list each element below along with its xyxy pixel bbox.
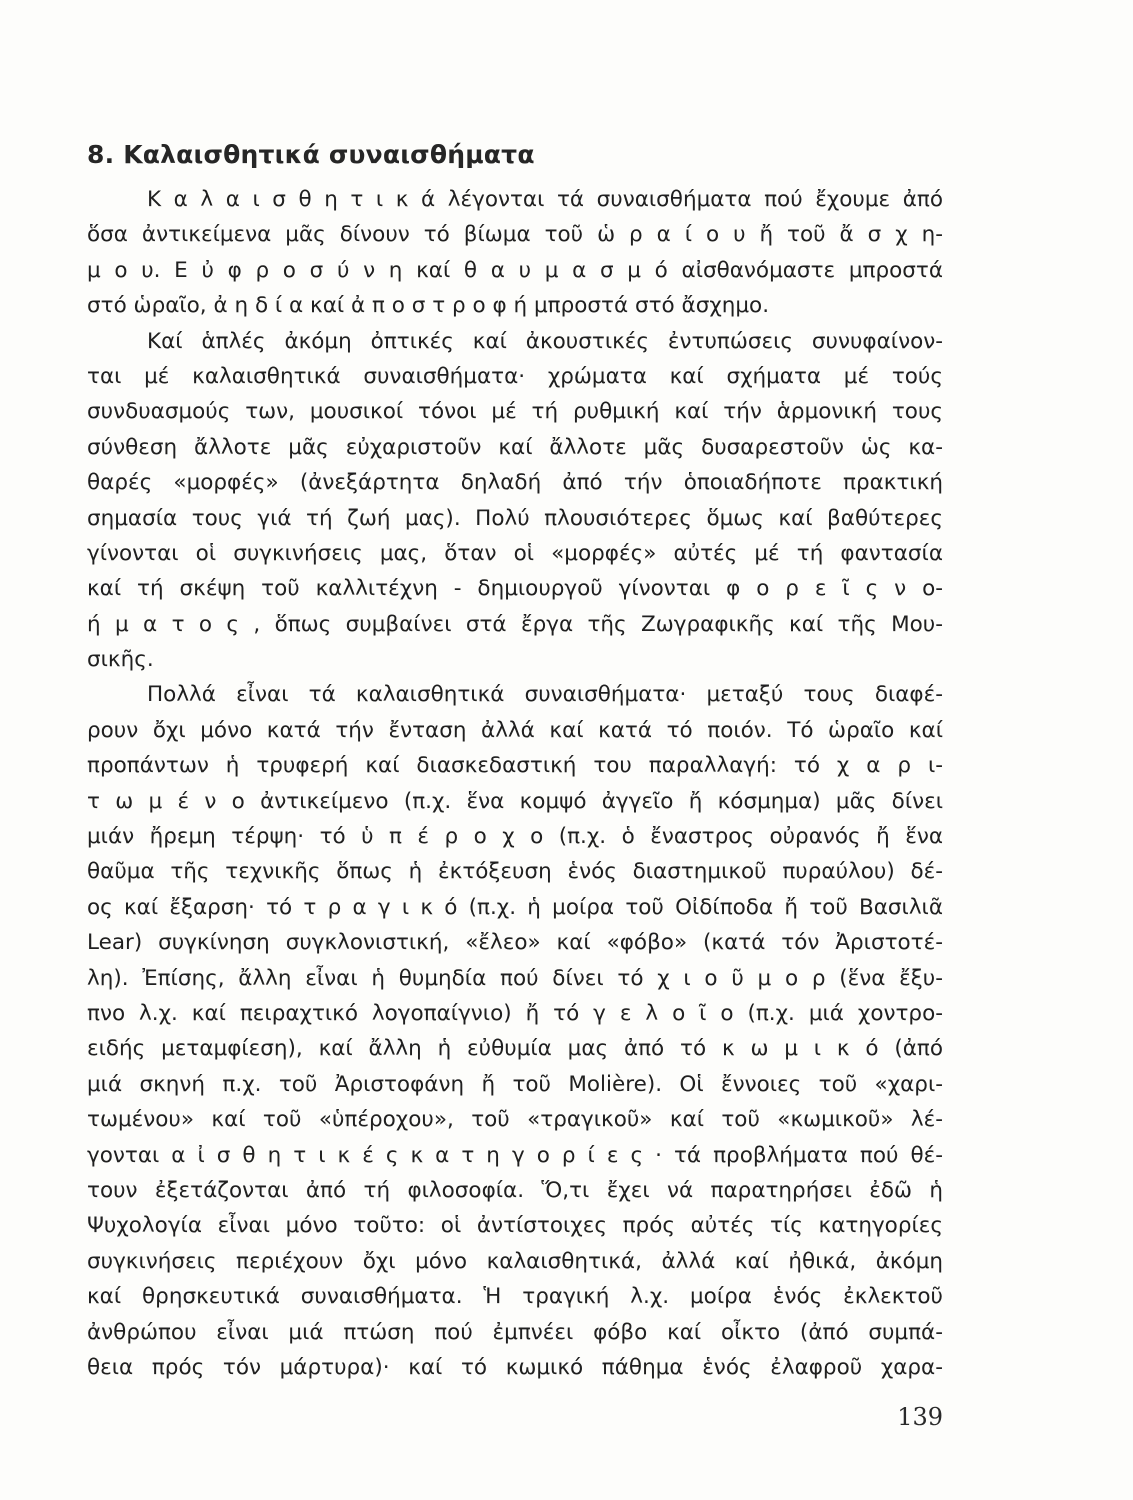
text-line: προπάντων ἡ τρυφερή καί διασκεδαστική του παραλλαγή: τό χ α ρ ι- [87,753,943,779]
text-line: τ ω μ έ ν ο ἀντικείμενο (π.χ. ἕνα κομψό ἀγγεῖο ἤ κόσμημα) μᾶς δίνει [87,788,943,814]
text-line: ται μέ καλαισθητικά συναισθήματα· χρώματα καί σχήματα μέ τούς [87,363,943,389]
text-line: καί θρησκευτικά συναισθήματα. Ἡ τραγική λ.χ. μοίρα ἑνός ἐκλεκτοῦ [87,1284,943,1310]
text-line: Κ α λ α ι σ θ η τ ι κ ά λέγονται τά συναισθήματα πού ἔχουμε ἀπό [147,187,943,212]
page-number: 139 [897,1403,943,1431]
text-line: γίνονται οἱ συγκινήσεις μας, ὅταν οἱ «μορφές» αὐτές μέ τή φαντασία [87,540,943,566]
text-line: ὅσα ἀντικείμενα μᾶς δίνουν τό βίωμα τοῦ ὡ ρ α ί ο υ ἤ τοῦ ἄ σ χ η- [87,222,943,248]
text-line: ή μ α τ ο ς , ὅπως συμβαίνει στά ἔργα τῆς Ζωγραφικῆς καί τῆς Μου- [87,611,943,637]
text-line: πνο λ.χ. καί πειραχτικό λογοπαίγνιο) ἤ τό γ ε λ ο ῖ ο (π.χ. μιά χοντρο- [87,1000,943,1026]
text-line: μιάν ἤρεμη τέρψη· τό ὑ π έ ρ ο χ ο (π.χ. ὁ ἔναστρος οὐρανός ἤ ἕνα [87,824,943,850]
text-line: θαρές «μορφές» (ἀνεξάρτητα δηλαδή ἀπό τήν ὁποιαδήποτε πρακτική [87,470,943,496]
text-line: σύνθεση ἄλλοτε μᾶς εὐχαριστοῦν καί ἄλλοτε μᾶς δυσαρεστοῦν ὡς κα- [87,434,943,460]
text-line: Πολλά εἶναι τά καλαισθητικά συναισθήματα· μεταξύ τους διαφέ- [147,682,943,708]
text-line: τωμένου» καί τοῦ «ὑπέροχου», τοῦ «τραγικοῦ» καί τοῦ «κωμικοῦ» λέ- [87,1107,943,1133]
text-line: λη). Ἐπίσης, ἄλλη εἶναι ἡ θυμηδία πού δίνει τό χ ι ο ῦ μ ο ρ (ἕνα ἔξυ- [87,965,943,991]
text-line: σημασία τους γιά τή ζωή μας). Πολύ πλουσιότερες ὅμως καί βαθύτερες [87,505,943,531]
text-line: Ψυχολογία εἶναι μόνο τοῦτο: οἱ ἀντίστοιχες πρός αὐτές τίς κατηγορίες [87,1213,943,1239]
text-line: ἀνθρώπου εἶναι μιά πτώση πού ἐμπνέει φόβο καί οἶκτο (ἀπό συμπά- [87,1319,943,1345]
text-line: καί τή σκέψη τοῦ καλλιτέχνη - δημιουργοῦ γίνονται φ ο ρ ε ῖ ς ν ο- [87,576,943,602]
text-line: ος καί ἔξαρση· τό τ ρ α γ ι κ ό (π.χ. ἡ μοίρα τοῦ Οἰδίποδα ἤ τοῦ Βασιλιᾶ [87,894,943,920]
text-line: ειδής μεταμφίεση), καί ἄλλη ἡ εὐθυμία μας ἀπό τό κ ω μ ι κ ό (ἀπό [87,1036,943,1062]
text-line: στό ὡραῖο, ἀ η δ ί α καί ἀ π ο σ τ ρ ο φ ή μπροστά στό ἄσχημο. [87,293,770,319]
text-line: συγκινήσεις περιέχουν ὄχι μόνο καλαισθητικά, ἀλλά καί ἠθικά, ἀκόμη [87,1248,943,1274]
text-line: συνδυασμούς των, μουσικοί τόνοι μέ τή ρυθμική καί τήν ἁρμονική τους [87,399,943,425]
text-line: θαῦμα τῆς τεχνικῆς ὅπως ἡ ἐκτόξευση ἑνός διαστημικοῦ πυραύλου) δέ- [87,859,943,885]
text-line: γονται α ἰ σ θ η τ ι κ έ ς κ α τ η γ ο ρ ί ε ς · τά προβλήματα πού θέ- [87,1142,943,1168]
body-text [87,182,943,1385]
text-line: Καί ἁπλές ἀκόμη ὀπτικές καί ἀκουστικές ἐντυπώσεις συνυφαίνον- [147,328,943,354]
text-line: θεια πρός τόν μάρτυρα)· καί τό κωμικό πάθημα ἑνός ἐλαφροῦ χαρα- [87,1354,943,1380]
text-line: ρουν ὄχι μόνο κατά τήν ἔνταση ἀλλά καί κατά τό ποιόν. Τό ὡραῖο καί [87,717,943,743]
text-line: μ ο υ. Ε ὐ φ ρ ο σ ύ ν η καί θ α υ μ α σ μ ό αἰσθανόμαστε μπροστά [87,257,943,283]
text-line: Lear) συγκίνηση συγκλονιστική, «ἔλεο» καί «φόβο» (κατά τόν Ἀριστοτέ- [87,930,943,956]
section-heading: 8. Καλαισθητικά συναισθήματα [87,140,535,169]
text-line: σικῆς. [87,647,154,673]
text-line: τουν ἐξετάζονται ἀπό τή φιλοσοφία. Ὅ,τι ἔχει νά παρατηρήσει ἐδῶ ἡ [87,1177,943,1203]
text-line: μιά σκηνή π.χ. τοῦ Ἀριστοφάνη ἤ τοῦ Molière). Οἱ ἔννοιες τοῦ «χαρι- [87,1071,943,1097]
